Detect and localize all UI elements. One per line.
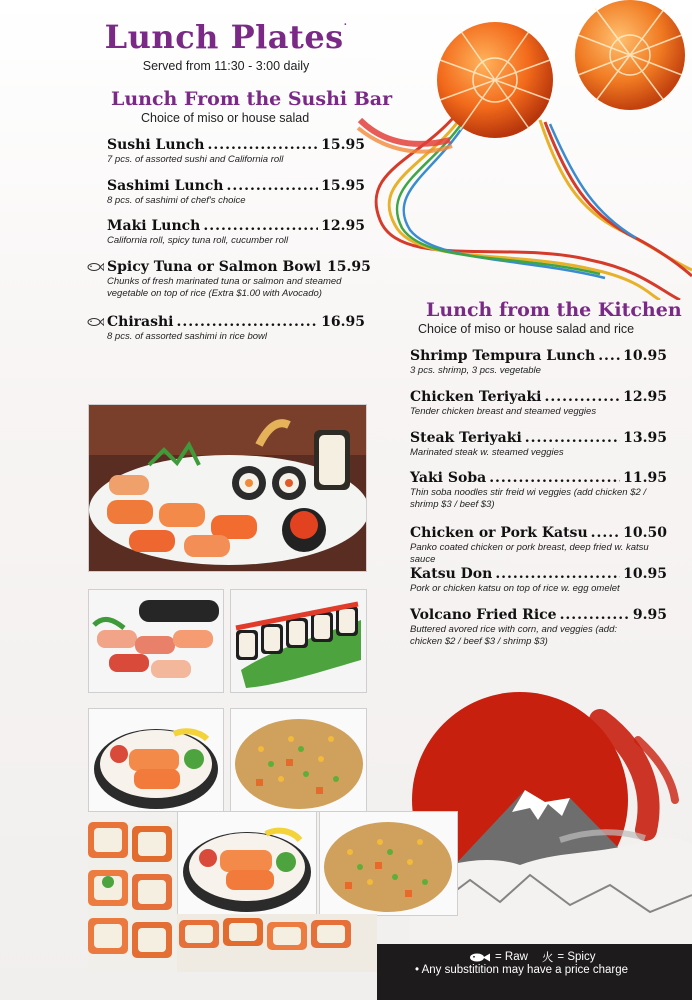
item-name: Maki Lunch <box>107 218 201 234</box>
item-description: 8 pcs. of sashimi of chef's choice <box>107 195 246 206</box>
fish-icon <box>86 317 104 327</box>
sushi-bar-section-subtitle: Choice of miso or house salad <box>141 111 310 125</box>
item-description: Marinated steak w. steamed veggies <box>410 447 564 458</box>
fried-rice-photo <box>230 708 367 812</box>
item-price: 10.95 <box>623 566 667 582</box>
menu-item-maki-lunch <box>107 218 365 247</box>
maki-rolls-photo <box>230 589 367 693</box>
item-price: 12.95 <box>321 218 365 234</box>
item-price: 13.95 <box>623 430 667 446</box>
item-name: Volcano Fried Rice <box>410 607 557 623</box>
item-name: Shrimp Tempura Lunch <box>410 348 596 364</box>
menu-item-yaki-soba <box>410 470 667 511</box>
sushi-platter-photo <box>88 404 367 572</box>
item-description: Buttered avored rice with corn, and veggies (add: chicken $2 / beef $3 / shrimp $3) <box>410 624 618 647</box>
item-price: 15.95 <box>321 178 365 194</box>
kitchen-section-subtitle: Choice of miso or house salad and rice <box>418 322 635 336</box>
menu-item-chirashi <box>107 314 365 343</box>
sushi-bar-section-title: Lunch From the Sushi Bar <box>111 88 393 110</box>
menu-item-spicy-tuna-salmon-bowl <box>107 259 371 300</box>
menu-item-sashimi-lunch <box>107 178 365 207</box>
item-name: Spicy Tuna or Salmon Bowl <box>107 259 322 275</box>
item-description: Chunks of fresh marinated tuna or salmon and steamed vegetable on top of rice (Extra $1.00 with Avocado) <box>107 276 342 299</box>
item-description: Panko coated chicken or pork breast, deep fried w. katsu sauce <box>410 542 649 565</box>
item-name: Chicken Teriyaki <box>410 389 542 405</box>
item-name: Katsu Don <box>410 566 493 582</box>
item-price: 11.95 <box>623 470 667 486</box>
menu-item-katsu-don <box>410 566 667 595</box>
item-price: 16.95 <box>321 314 365 330</box>
item-name: Steak Teriyaki <box>410 430 522 446</box>
item-price: 12.95 <box>623 389 667 405</box>
salmon-bowl-photo <box>88 708 224 812</box>
item-description: 8 pcs. of assorted sashimi in rice bowl <box>107 331 267 342</box>
item-description: Tender chicken breast and steamed veggies <box>410 406 597 417</box>
menu-item-shrimp-tempura-lunch <box>410 348 667 377</box>
menu-item-chicken-teriyaki <box>410 389 667 418</box>
item-description: Pork or chicken katsu on top of rice w. egg omelet <box>410 583 620 594</box>
kitchen-section-title: Lunch from the Kitchen <box>426 299 682 321</box>
item-name: Chirashi <box>107 314 174 330</box>
item-description: Thin soba noodles stir freid wi veggies (add chicken $2 / shrimp $3 / beef $3) <box>410 487 647 510</box>
item-description: 3 pcs. shrimp, 3 pcs. vegetable <box>410 365 541 376</box>
item-price: 10.50 <box>623 525 667 541</box>
fish-icon <box>86 262 104 272</box>
fire-kanji-icon: 火 <box>541 952 554 964</box>
item-name: Sashimi Lunch <box>107 178 224 194</box>
menu-item-steak-teriyaki <box>410 430 667 459</box>
page-title: Lunch Plates. <box>104 18 348 56</box>
menu-item-volcano-fried-rice <box>410 607 667 648</box>
item-name: Sushi Lunch <box>107 137 205 153</box>
legend-raw-spicy-line <box>469 949 595 965</box>
item-price: 15.95 <box>327 259 371 275</box>
legend-substitution-note: • Any substitition may have a price charge <box>415 964 629 976</box>
salmon-bowl-photo-2 <box>177 811 317 916</box>
page-subtitle: Served from 11:30 - 3:00 daily <box>142 59 310 73</box>
maki-tray-photo <box>177 914 377 972</box>
fish-icon <box>469 952 491 963</box>
item-name: Yaki Soba <box>410 470 487 486</box>
item-price: 10.95 <box>623 348 667 364</box>
fried-rice-photo-2 <box>319 811 458 916</box>
legend-box <box>377 944 692 1000</box>
item-price: 15.95 <box>321 137 365 153</box>
legend-spicy-label: = Spicy <box>557 951 596 963</box>
menu-item-chicken-pork-katsu <box>410 525 667 566</box>
sashimi-nigiri-photo <box>88 589 224 693</box>
sushi-rolls-closeup-photo <box>88 822 177 972</box>
item-name: Chicken or Pork Katsu <box>410 525 588 541</box>
item-price: 9.95 <box>632 607 667 623</box>
item-description: California roll, spicy tuna roll, cucumber roll <box>107 235 289 246</box>
menu-item-sushi-lunch <box>107 137 365 166</box>
item-description: 7 pcs. of assorted sushi and California roll <box>107 154 284 165</box>
legend-raw-label: = Raw <box>495 951 528 963</box>
